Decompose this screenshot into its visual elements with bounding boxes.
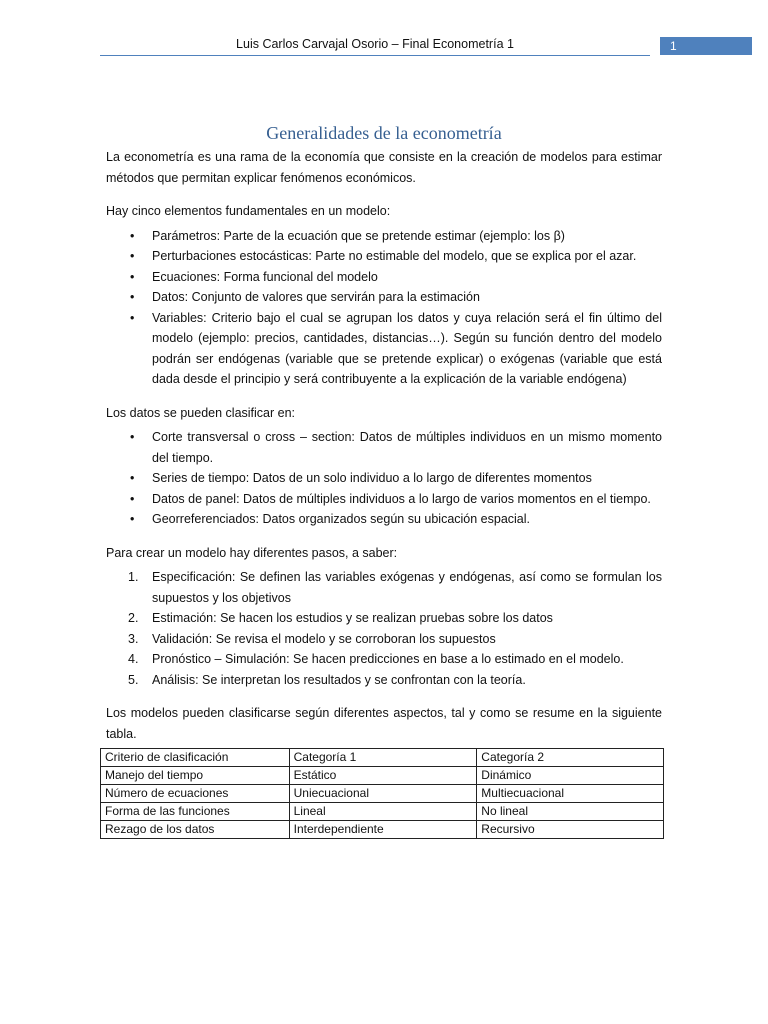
list-item (106, 670, 662, 691)
elements-intro: Hay cinco elementos fundamentales en un modelo: (106, 204, 391, 218)
data-intro: Los datos se pueden clasificar en: (106, 405, 296, 420)
table-cell: Dinámico (477, 767, 664, 785)
list-item-text: Análisis: Se interpretan los resultados y se confrontan con la teoría. (152, 672, 526, 687)
list-item-text: Parámetros: Parte de la ecuación que se pretende estimar (ejemplo: los β) (152, 228, 565, 243)
list-item (106, 226, 662, 247)
list-item (106, 649, 662, 670)
step-number: 4. (128, 652, 139, 666)
bullet-icon: • (130, 310, 135, 325)
list-item (106, 489, 662, 510)
step-number: 5. (128, 672, 139, 687)
bullet-icon: • (130, 228, 135, 243)
list-item (106, 246, 662, 267)
bullet-icon: • (130, 290, 135, 304)
list-item-text: Especificación: Se definen las variables exógenas y endógenas, así como se formulan los supuestos y los objetivos (152, 570, 662, 605)
page-number: 1 (670, 39, 677, 53)
steps-intro: Para crear un modelo hay diferentes pasos, a saber: (106, 545, 398, 560)
list-item-text: Ecuaciones: Forma funcional del modelo (152, 269, 378, 284)
list-item-text: Georreferenciados: Datos organizados según su ubicación espacial. (152, 512, 531, 526)
classification-table (100, 748, 664, 839)
bullet-icon: • (130, 512, 135, 526)
table-cell: Rezago de los datos (101, 821, 290, 839)
table-row (101, 785, 664, 803)
bullet-icon: • (130, 249, 135, 263)
document-body (106, 120, 662, 839)
elements-list (106, 226, 662, 390)
page-number-badge (660, 37, 752, 55)
table-cell: Recursivo (477, 821, 664, 839)
list-item-text: Pronóstico – Simulación: Se hacen predicciones en base a lo estimado en el modelo. (152, 652, 624, 666)
intro-paragraph: La econometría es una rama de la economía que consiste en la creación de modelos para estimar métodos que permitan explicar fenómenos económicos. (106, 150, 662, 185)
table-intro: Los modelos pueden clasificarse según diferentes aspectos, tal y como se resume en la siguiente tabla. (106, 706, 662, 741)
list-item-text: Series de tiempo: Datos de un solo individuo a lo largo de diferentes momentos (152, 471, 592, 485)
bullet-icon: • (130, 430, 135, 444)
list-item (106, 608, 662, 629)
table-cell: Número de ecuaciones (101, 785, 290, 803)
step-number: 2. (128, 611, 139, 625)
data-types-list (106, 427, 662, 530)
page-header (100, 34, 650, 56)
table-cell: Interdependiente (289, 821, 477, 839)
steps-list (106, 567, 662, 690)
list-item-text: Validación: Se revisa el modelo y se corroboran los supuestos (152, 631, 496, 646)
header-title: Luis Carlos Carvajal Osorio – Final Econometría 1 (236, 37, 514, 51)
table-row (101, 821, 664, 839)
list-item-text: Datos de panel: Datos de múltiples individuos a lo largo de varios momentos en el tiempo. (152, 491, 651, 506)
bullet-icon: • (130, 269, 135, 284)
list-item-text: Perturbaciones estocásticas: Parte no estimable del modelo, que se explica por el azar. (152, 249, 637, 263)
bullet-icon: • (130, 471, 135, 485)
table-row (101, 803, 664, 821)
list-item (106, 308, 662, 390)
list-item (106, 567, 662, 608)
list-item-text: Estimación: Se hacen los estudios y se realizan pruebas sobre los datos (152, 611, 553, 625)
list-item (106, 267, 662, 288)
list-item-text: Variables: Criterio bajo el cual se agrupan los datos y cuya relación será el fin último del modelo (ejemplo: precios, cantidades, distancias…). Según su función dentro del modelo podrán ser endógenas (variable que se pretende explicar) o exógenas (variable que está dada desde el principio y será contribuyente a la explicación de la variable endógena) (152, 310, 662, 386)
bullet-icon: • (130, 491, 135, 506)
table-cell: Lineal (289, 803, 477, 821)
table-header-row (101, 749, 664, 767)
list-item-text: Corte transversal o cross – section: Datos de múltiples individuos en un mismo momento del tiempo. (152, 430, 662, 465)
list-item (106, 287, 662, 308)
table-cell: Uniecuacional (289, 785, 477, 803)
table-header-cell: Categoría 2 (477, 749, 664, 767)
table-cell: Multiecuacional (477, 785, 664, 803)
list-item (106, 509, 662, 530)
table-row (101, 767, 664, 785)
step-number: 1. (128, 570, 139, 584)
step-number: 3. (128, 631, 139, 646)
table-cell: Estático (289, 767, 477, 785)
table-cell: No lineal (477, 803, 664, 821)
table-cell: Forma de las funciones (101, 803, 290, 821)
list-item (106, 427, 662, 468)
table-header-cell: Categoría 1 (289, 749, 477, 767)
list-item (106, 629, 662, 650)
section-title: Generalidades de la econometría (266, 123, 502, 143)
list-item-text: Datos: Conjunto de valores que servirán para la estimación (152, 290, 480, 304)
table-header-cell: Criterio de clasificación (101, 749, 290, 767)
list-item (106, 468, 662, 489)
table-cell: Manejo del tiempo (101, 767, 290, 785)
